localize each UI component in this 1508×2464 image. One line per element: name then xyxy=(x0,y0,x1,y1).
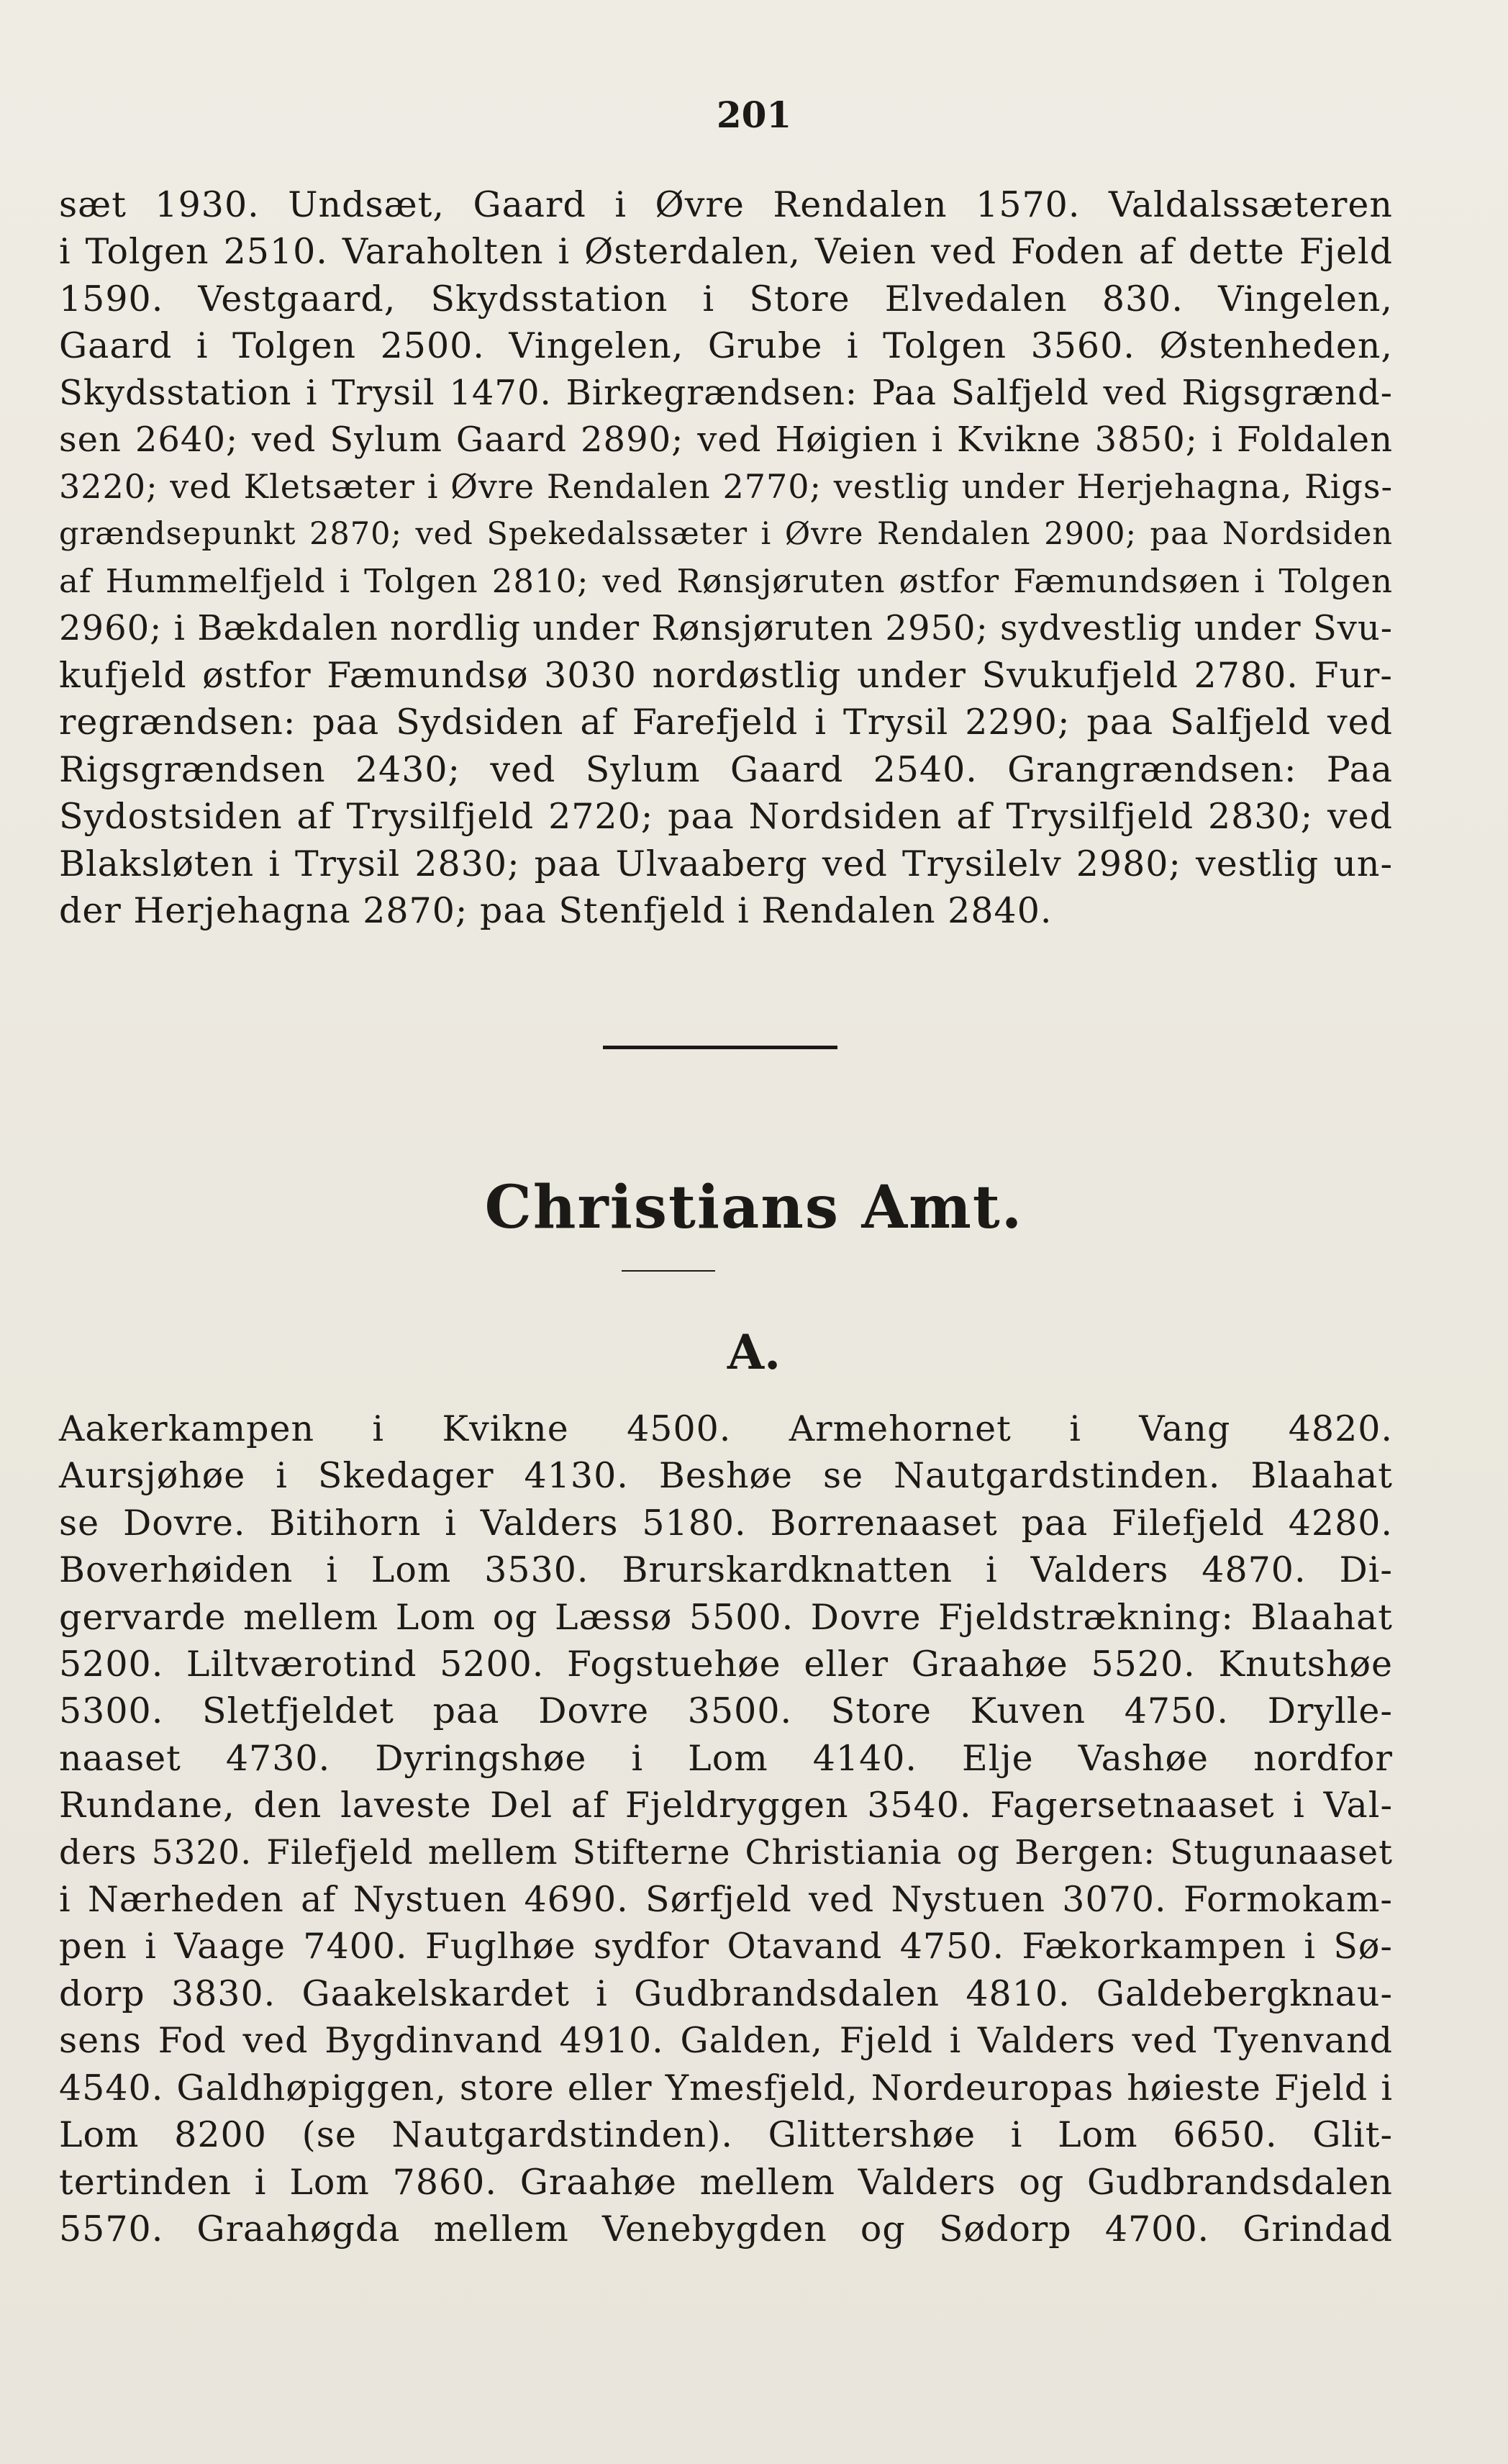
text-line: kufjeld østfor Fæmundsø 3030 nordøstlig under Svukufjeld 2780. Fur- xyxy=(59,655,1393,697)
text-line: af Hummelfjeld i Tolgen 2810; ved Rønsjøruten østfor Fæmundsøen i Tolgen xyxy=(59,562,1393,601)
text-line: regrændsen: paa Sydsiden af Farefjeld i Trysil 2290; paa Salfjeld ved xyxy=(59,702,1393,743)
text-line: dorp 3830. Gaakelskardet i Gudbrandsdalen 4810. Galdebergknau- xyxy=(59,1972,1393,2014)
text-line: Lom 8200 (se Nautgardstinden). Glittershøe i Lom 6650. Glit- xyxy=(59,2114,1393,2156)
text-line: i Tolgen 2510. Varaholten i Østerdalen, Veien ved Foden af dette Fjeld xyxy=(59,231,1393,273)
text-line: sen 2640; ved Sylum Gaard 2890; ved Høigien i Kvikne 3850; i Foldalen xyxy=(59,420,1393,461)
text-line: grændsepunkt 2870; ved Spekedalssæter i Øvre Rendalen 2900; paa Nordsiden xyxy=(59,515,1393,552)
text-line: Skydsstation i Trysil 1470. Birkegrændsen: Paa Salfjeld ved Rigsgrænd- xyxy=(59,372,1393,413)
text-line: Sydostsiden af Trysilfjeld 2720; paa Nordsiden af Trysilfjeld 2830; ved xyxy=(59,796,1393,838)
page-number: 201 xyxy=(716,94,792,136)
text-line: 3220; ved Kletsæter i Øvre Rendalen 2770; vestlig under Herjehagna, Rigs- xyxy=(59,467,1393,507)
text-line: Rundane, den laveste Del af Fjeldryggen 3540. Fagersetnaaset i Val- xyxy=(59,1785,1393,1826)
text-line: Boverhøiden i Lom 3530. Brurskardknatten i Valders 4870. Di- xyxy=(59,1549,1393,1591)
text-line: Blaksløten i Trysil 2830; paa Ulvaaberg ved Trysilelv 2980; vestlig un- xyxy=(59,843,1393,884)
text-line: 2960; i Bækdalen nordlig under Rønsjøruten 2950; sydvestlig under Svu- xyxy=(59,607,1393,648)
text-line: der Herjehagna 2870; paa Stenfjeld i Rendalen 2840. xyxy=(59,890,1053,932)
letter-heading: A. xyxy=(727,1324,781,1380)
text-line: sens Fod ved Bygdinvand 4910. Galden, Fjeld i Valders ved Tyenvand xyxy=(59,2020,1393,2062)
text-line: Rigsgrændsen 2430; ved Sylum Gaard 2540. Grangrændsen: Paa xyxy=(59,748,1393,790)
text-line: Gaard i Tolgen 2500. Vingelen, Grube i Tolgen 3560. Østenheden, xyxy=(59,325,1393,367)
text-line: i Nærheden af Nystuen 4690. Sørfjeld ved Nystuen 3070. Formokam- xyxy=(59,1879,1393,1921)
text-line: se Dovre. Bitihorn i Valders 5180. Borrenaaset paa Filefjeld 4280. xyxy=(59,1502,1393,1544)
text-line: 5300. Sletfjeldet paa Dovre 3500. Store Kuven 4750. Drylle- xyxy=(59,1690,1393,1732)
title-underline-rule xyxy=(622,1270,715,1272)
text-line: tertinden i Lom 7860. Graahøe mellem Valders og Gudbrandsdalen xyxy=(59,2161,1393,2203)
text-line: 5570. Graahøgda mellem Venebygden og Sødorp 4700. Grindad xyxy=(59,2208,1393,2250)
text-line: gervarde mellem Lom og Læssø 5500. Dovre Fjeldstrækning: Blaahat xyxy=(59,1596,1393,1638)
text-line: naaset 4730. Dyringshøe i Lom 4140. Elje Vashøe nordfor xyxy=(59,1737,1393,1779)
section-divider-rule xyxy=(603,1046,837,1049)
text-line: sæt 1930. Undsæt, Gaard i Øvre Rendalen 1570. Valdalssæteren xyxy=(59,184,1393,225)
text-line: Aakerkampen i Kvikne 4500. Armehornet i Vang 4820. xyxy=(59,1408,1393,1449)
text-block-entries xyxy=(59,1405,1393,2252)
text-line: 4540. Galdhøpiggen, store eller Ymesfjeld, Nordeuropas høieste Fjeld i xyxy=(59,2067,1393,2109)
text-line: pen i Vaage 7400. Fuglhøe sydfor Otavand 4750. Fækorkampen i Sø- xyxy=(59,1926,1393,1967)
text-line: 5200. Liltværotind 5200. Fogstuehøe eller Graahøe 5520. Knutshøe xyxy=(59,1644,1393,1685)
text-block-top xyxy=(59,181,1393,935)
text-line: Aursjøhøe i Skedager 4130. Beshøe se Nautgardstinden. Blaahat xyxy=(59,1455,1393,1497)
text-line: 1590. Vestgaard, Skydsstation i Store Elvedalen 830. Vingelen, xyxy=(59,278,1393,320)
section-title: Christians Amt. xyxy=(484,1173,1024,1242)
text-line: ders 5320. Filefjeld mellem Stifterne Christiania og Bergen: Stugunaaset xyxy=(59,1832,1393,1872)
